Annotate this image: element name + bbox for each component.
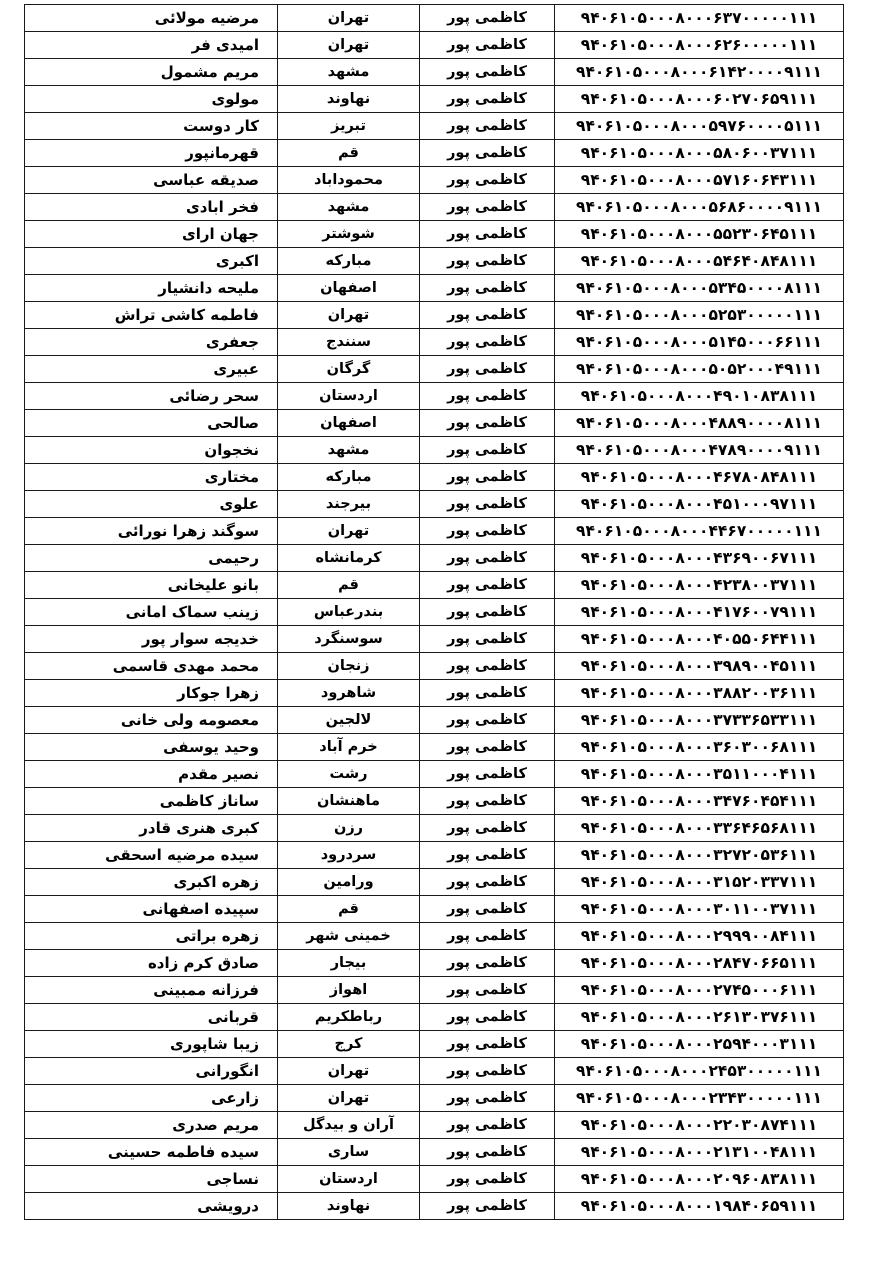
table-row: [25, 329, 844, 356]
family-cell: کاظمی پور: [420, 1112, 555, 1139]
table-row: [25, 491, 844, 518]
code-cell: ۹۴۰۶۱۰۵۰۰۰۸۰۰۰۴۱۷۶۰۰۷۹۱۱۱: [555, 599, 844, 626]
code-cell: ۹۴۰۶۱۰۵۰۰۰۸۰۰۰۴۲۳۸۰۰۳۷۱۱۱: [555, 572, 844, 599]
name-cell: معصومه ولی خانی: [25, 707, 278, 734]
family-cell: کاظمی پور: [420, 869, 555, 896]
name-cell: محمد مهدی قاسمی: [25, 653, 278, 680]
family-cell: کاظمی پور: [420, 248, 555, 275]
code-cell: ۹۴۰۶۱۰۵۰۰۰۸۰۰۰۶۳۷۰۰۰۰۰۱۱۱: [555, 5, 844, 32]
code-cell: ۹۴۰۶۱۰۵۰۰۰۸۰۰۰۴۶۷۸۰۸۴۸۱۱۱: [555, 464, 844, 491]
code-cell: ۹۴۰۶۱۰۵۰۰۰۸۰۰۰۳۳۶۴۶۵۶۸۱۱۱: [555, 815, 844, 842]
table-row: [25, 1193, 844, 1220]
table-row: [25, 653, 844, 680]
city-cell: اهواز: [278, 977, 420, 1004]
city-cell: نهاوند: [278, 1193, 420, 1220]
table-row: [25, 680, 844, 707]
name-cell: زینب سماک امانی: [25, 599, 278, 626]
city-cell: کرمانشاه: [278, 545, 420, 572]
name-cell: فخر ابادی: [25, 194, 278, 221]
family-cell: کاظمی پور: [420, 194, 555, 221]
table-row: [25, 977, 844, 1004]
family-cell: کاظمی پور: [420, 1139, 555, 1166]
table-row: [25, 923, 844, 950]
code-cell: ۹۴۰۶۱۰۵۰۰۰۸۰۰۰۴۸۸۹۰۰۰۰۸۱۱۱: [555, 410, 844, 437]
table-row: [25, 518, 844, 545]
table-row: [25, 437, 844, 464]
code-cell: ۹۴۰۶۱۰۵۰۰۰۸۰۰۰۵۰۵۲۰۰۰۴۹۱۱۱: [555, 356, 844, 383]
name-cell: کار دوست: [25, 113, 278, 140]
name-cell: جعفری: [25, 329, 278, 356]
family-cell: کاظمی پور: [420, 788, 555, 815]
family-cell: کاظمی پور: [420, 140, 555, 167]
table-row: [25, 140, 844, 167]
code-cell: ۹۴۰۶۱۰۵۰۰۰۸۰۰۰۴۴۶۷۰۰۰۰۰۱۱۱: [555, 518, 844, 545]
family-cell: کاظمی پور: [420, 1085, 555, 1112]
family-cell: کاظمی پور: [420, 626, 555, 653]
table-row: [25, 1112, 844, 1139]
name-cell: عبیری: [25, 356, 278, 383]
family-cell: کاظمی پور: [420, 221, 555, 248]
city-cell: تهران: [278, 1085, 420, 1112]
table-row: [25, 1031, 844, 1058]
name-cell: مولوی: [25, 86, 278, 113]
table-row: [25, 383, 844, 410]
city-cell: رباطکریم: [278, 1004, 420, 1031]
code-cell: ۹۴۰۶۱۰۵۰۰۰۸۰۰۰۲۱۳۱۰۰۴۸۱۱۱: [555, 1139, 844, 1166]
name-cell: اکبری: [25, 248, 278, 275]
code-cell: ۹۴۰۶۱۰۵۰۰۰۸۰۰۰۱۹۸۴۰۶۵۹۱۱۱: [555, 1193, 844, 1220]
name-cell: وحید یوسفی: [25, 734, 278, 761]
code-cell: ۹۴۰۶۱۰۵۰۰۰۸۰۰۰۲۳۴۳۰۰۰۰۰۱۱۱: [555, 1085, 844, 1112]
code-cell: ۹۴۰۶۱۰۵۰۰۰۸۰۰۰۲۹۹۹۰۰۸۴۱۱۱: [555, 923, 844, 950]
name-cell: بانو علیخانی: [25, 572, 278, 599]
code-cell: ۹۴۰۶۱۰۵۰۰۰۸۰۰۰۵۶۸۶۰۰۰۰۹۱۱۱: [555, 194, 844, 221]
family-cell: کاظمی پور: [420, 113, 555, 140]
name-cell: مریم صدری: [25, 1112, 278, 1139]
code-cell: ۹۴۰۶۱۰۵۰۰۰۸۰۰۰۵۸۰۶۰۰۳۷۱۱۱: [555, 140, 844, 167]
name-cell: خدیجه سوار پور: [25, 626, 278, 653]
table-row: [25, 248, 844, 275]
city-cell: اردستان: [278, 1166, 420, 1193]
name-cell: فاطمه کاشی تراش: [25, 302, 278, 329]
table-row: [25, 113, 844, 140]
name-cell: صدیقه عباسی: [25, 167, 278, 194]
name-cell: مریم مشمول: [25, 59, 278, 86]
city-cell: بیجار: [278, 950, 420, 977]
table-row: [25, 221, 844, 248]
name-cell: سحر رضائی: [25, 383, 278, 410]
table-row: [25, 626, 844, 653]
name-cell: زارعی: [25, 1085, 278, 1112]
table-row: [25, 86, 844, 113]
city-cell: شاهرود: [278, 680, 420, 707]
city-cell: قم: [278, 572, 420, 599]
family-cell: کاظمی پور: [420, 464, 555, 491]
table-row: [25, 5, 844, 32]
code-cell: ۹۴۰۶۱۰۵۰۰۰۸۰۰۰۲۵۹۴۰۰۰۳۱۱۱: [555, 1031, 844, 1058]
table-row: [25, 545, 844, 572]
name-cell: زهره براتی: [25, 923, 278, 950]
city-cell: تهران: [278, 518, 420, 545]
name-cell: انگورانی: [25, 1058, 278, 1085]
table-row: [25, 572, 844, 599]
family-cell: کاظمی پور: [420, 707, 555, 734]
table-row: [25, 761, 844, 788]
name-cell: زهرا جوکار: [25, 680, 278, 707]
family-cell: کاظمی پور: [420, 518, 555, 545]
table-row: [25, 194, 844, 221]
city-cell: تهران: [278, 5, 420, 32]
code-cell: ۹۴۰۶۱۰۵۰۰۰۸۰۰۰۴۹۰۱۰۸۳۸۱۱۱: [555, 383, 844, 410]
name-cell: درویشی: [25, 1193, 278, 1220]
city-cell: خرم آباد: [278, 734, 420, 761]
code-cell: ۹۴۰۶۱۰۵۰۰۰۸۰۰۰۳۵۱۱۰۰۰۴۱۱۱: [555, 761, 844, 788]
name-cell: مرضیه مولائی: [25, 5, 278, 32]
city-cell: قم: [278, 140, 420, 167]
name-cell: نصیر مقدم: [25, 761, 278, 788]
family-cell: کاظمی پور: [420, 437, 555, 464]
code-cell: ۹۴۰۶۱۰۵۰۰۰۸۰۰۰۵۷۱۶۰۶۴۳۱۱۱: [555, 167, 844, 194]
family-cell: کاظمی پور: [420, 1031, 555, 1058]
family-cell: کاظمی پور: [420, 383, 555, 410]
family-cell: کاظمی پور: [420, 86, 555, 113]
city-cell: مشهد: [278, 59, 420, 86]
code-cell: ۹۴۰۶۱۰۵۰۰۰۸۰۰۰۵۳۴۵۰۰۰۰۸۱۱۱: [555, 275, 844, 302]
code-cell: ۹۴۰۶۱۰۵۰۰۰۸۰۰۰۴۷۸۹۰۰۰۰۹۱۱۱: [555, 437, 844, 464]
table-row: [25, 356, 844, 383]
city-cell: سنندج: [278, 329, 420, 356]
city-cell: بیرجند: [278, 491, 420, 518]
family-cell: کاظمی پور: [420, 329, 555, 356]
code-cell: ۹۴۰۶۱۰۵۰۰۰۸۰۰۰۲۴۵۳۰۰۰۰۰۱۱۱: [555, 1058, 844, 1085]
family-cell: کاظمی پور: [420, 491, 555, 518]
code-cell: ۹۴۰۶۱۰۵۰۰۰۸۰۰۰۳۸۸۲۰۰۳۶۱۱۱: [555, 680, 844, 707]
family-cell: کاظمی پور: [420, 761, 555, 788]
family-cell: کاظمی پور: [420, 32, 555, 59]
name-cell: نساجی: [25, 1166, 278, 1193]
code-cell: ۹۴۰۶۱۰۵۰۰۰۸۰۰۰۳۱۵۲۰۳۳۷۱۱۱: [555, 869, 844, 896]
city-cell: سردرود: [278, 842, 420, 869]
city-cell: مشهد: [278, 437, 420, 464]
city-cell: قم: [278, 896, 420, 923]
name-cell: فرزانه ممبینی: [25, 977, 278, 1004]
city-cell: مشهد: [278, 194, 420, 221]
code-cell: ۹۴۰۶۱۰۵۰۰۰۸۰۰۰۳۲۷۲۰۵۳۶۱۱۱: [555, 842, 844, 869]
city-cell: تهران: [278, 32, 420, 59]
table-row: [25, 869, 844, 896]
family-cell: کاظمی پور: [420, 545, 555, 572]
city-cell: اردستان: [278, 383, 420, 410]
table-row: [25, 464, 844, 491]
code-cell: ۹۴۰۶۱۰۵۰۰۰۸۰۰۰۵۴۶۴۰۸۴۸۱۱۱: [555, 248, 844, 275]
table-row: [25, 32, 844, 59]
code-cell: ۹۴۰۶۱۰۵۰۰۰۸۰۰۰۲۰۹۶۰۸۳۸۱۱۱: [555, 1166, 844, 1193]
code-cell: ۹۴۰۶۱۰۵۰۰۰۸۰۰۰۵۹۷۶۰۰۰۰۵۱۱۱: [555, 113, 844, 140]
family-cell: کاظمی پور: [420, 1166, 555, 1193]
code-cell: ۹۴۰۶۱۰۵۰۰۰۸۰۰۰۳۴۷۶۰۴۵۴۱۱۱: [555, 788, 844, 815]
city-cell: سوسنگرد: [278, 626, 420, 653]
table-row: [25, 734, 844, 761]
code-cell: ۹۴۰۶۱۰۵۰۰۰۸۰۰۰۶۰۲۷۰۶۵۹۱۱۱: [555, 86, 844, 113]
city-cell: بندرعباس: [278, 599, 420, 626]
family-cell: کاظمی پور: [420, 599, 555, 626]
table-row: [25, 1139, 844, 1166]
table-row: [25, 842, 844, 869]
family-cell: کاظمی پور: [420, 302, 555, 329]
city-cell: مبارکه: [278, 248, 420, 275]
family-cell: کاظمی پور: [420, 572, 555, 599]
code-cell: ۹۴۰۶۱۰۵۰۰۰۸۰۰۰۳۷۳۳۶۵۳۳۱۱۱: [555, 707, 844, 734]
name-cell: سپیده اصفهانی: [25, 896, 278, 923]
city-cell: آران و بیدگل: [278, 1112, 420, 1139]
city-cell: نهاوند: [278, 86, 420, 113]
code-cell: ۹۴۰۶۱۰۵۰۰۰۸۰۰۰۲۲۰۳۰۸۷۴۱۱۱: [555, 1112, 844, 1139]
code-cell: ۹۴۰۶۱۰۵۰۰۰۸۰۰۰۴۰۵۵۰۶۴۴۱۱۱: [555, 626, 844, 653]
city-cell: ماهنشان: [278, 788, 420, 815]
city-cell: کرج: [278, 1031, 420, 1058]
city-cell: گرگان: [278, 356, 420, 383]
family-cell: کاظمی پور: [420, 275, 555, 302]
code-cell: ۹۴۰۶۱۰۵۰۰۰۸۰۰۰۲۸۴۷۰۶۶۵۱۱۱: [555, 950, 844, 977]
table-row: [25, 410, 844, 437]
table-row: [25, 1004, 844, 1031]
family-cell: کاظمی پور: [420, 815, 555, 842]
city-cell: خمینی شهر: [278, 923, 420, 950]
table-row: [25, 1085, 844, 1112]
city-cell: زنجان: [278, 653, 420, 680]
code-cell: ۹۴۰۶۱۰۵۰۰۰۸۰۰۰۴۳۶۹۰۰۶۷۱۱۱: [555, 545, 844, 572]
table-row: [25, 1166, 844, 1193]
name-cell: صالحی: [25, 410, 278, 437]
city-cell: رزن: [278, 815, 420, 842]
family-cell: کاظمی پور: [420, 59, 555, 86]
family-cell: کاظمی پور: [420, 5, 555, 32]
city-cell: ورامین: [278, 869, 420, 896]
city-cell: اصفهان: [278, 275, 420, 302]
name-cell: سیده فاطمه حسینی: [25, 1139, 278, 1166]
name-cell: امیدی فر: [25, 32, 278, 59]
name-cell: سوگند زهرا نورائی: [25, 518, 278, 545]
name-cell: رحیمی: [25, 545, 278, 572]
code-cell: ۹۴۰۶۱۰۵۰۰۰۸۰۰۰۳۰۱۱۰۰۳۷۱۱۱: [555, 896, 844, 923]
city-cell: اصفهان: [278, 410, 420, 437]
city-cell: تبریز: [278, 113, 420, 140]
table-row: [25, 950, 844, 977]
code-cell: ۹۴۰۶۱۰۵۰۰۰۸۰۰۰۲۷۴۵۰۰۰۶۱۱۱: [555, 977, 844, 1004]
name-cell: صادق کرم زاده: [25, 950, 278, 977]
family-cell: کاظمی پور: [420, 410, 555, 437]
table-row: [25, 599, 844, 626]
code-cell: ۹۴۰۶۱۰۵۰۰۰۸۰۰۰۵۵۲۳۰۶۴۵۱۱۱: [555, 221, 844, 248]
name-cell: ملیحه دانشیار: [25, 275, 278, 302]
name-cell: نخجوان: [25, 437, 278, 464]
family-cell: کاظمی پور: [420, 950, 555, 977]
city-cell: محموداباد: [278, 167, 420, 194]
code-cell: ۹۴۰۶۱۰۵۰۰۰۸۰۰۰۲۶۱۳۰۳۷۶۱۱۱: [555, 1004, 844, 1031]
records-table: [24, 4, 844, 1220]
family-cell: کاظمی پور: [420, 1004, 555, 1031]
name-cell: ساناز کاظمی: [25, 788, 278, 815]
name-cell: جهان ارای: [25, 221, 278, 248]
name-cell: زهره اکبری: [25, 869, 278, 896]
table-row: [25, 896, 844, 923]
family-cell: کاظمی پور: [420, 977, 555, 1004]
table-row: [25, 815, 844, 842]
name-cell: علوی: [25, 491, 278, 518]
name-cell: زیبا شاپوری: [25, 1031, 278, 1058]
name-cell: سیده مرضیه اسحقی: [25, 842, 278, 869]
city-cell: تهران: [278, 1058, 420, 1085]
table-row: [25, 167, 844, 194]
city-cell: لالجین: [278, 707, 420, 734]
code-cell: ۹۴۰۶۱۰۵۰۰۰۸۰۰۰۵۱۴۵۰۰۰۶۶۱۱۱: [555, 329, 844, 356]
table-row: [25, 707, 844, 734]
family-cell: کاظمی پور: [420, 1193, 555, 1220]
family-cell: کاظمی پور: [420, 356, 555, 383]
code-cell: ۹۴۰۶۱۰۵۰۰۰۸۰۰۰۶۱۴۲۰۰۰۰۹۱۱۱: [555, 59, 844, 86]
table-row: [25, 788, 844, 815]
code-cell: ۹۴۰۶۱۰۵۰۰۰۸۰۰۰۳۶۰۳۰۰۶۸۱۱۱: [555, 734, 844, 761]
city-cell: مبارکه: [278, 464, 420, 491]
city-cell: تهران: [278, 302, 420, 329]
code-cell: ۹۴۰۶۱۰۵۰۰۰۸۰۰۰۳۹۸۹۰۰۴۵۱۱۱: [555, 653, 844, 680]
name-cell: کبری هنری قادر: [25, 815, 278, 842]
records-table-body: [25, 5, 844, 1220]
family-cell: کاظمی پور: [420, 896, 555, 923]
family-cell: کاظمی پور: [420, 923, 555, 950]
table-row: [25, 275, 844, 302]
name-cell: قهرمانپور: [25, 140, 278, 167]
table-row: [25, 59, 844, 86]
family-cell: کاظمی پور: [420, 167, 555, 194]
family-cell: کاظمی پور: [420, 653, 555, 680]
family-cell: کاظمی پور: [420, 1058, 555, 1085]
family-cell: کاظمی پور: [420, 842, 555, 869]
name-cell: قربانی: [25, 1004, 278, 1031]
code-cell: ۹۴۰۶۱۰۵۰۰۰۸۰۰۰۴۵۱۰۰۰۹۷۱۱۱: [555, 491, 844, 518]
table-row: [25, 1058, 844, 1085]
name-cell: مختاری: [25, 464, 278, 491]
city-cell: رشت: [278, 761, 420, 788]
table-row: [25, 302, 844, 329]
city-cell: ساری: [278, 1139, 420, 1166]
family-cell: کاظمی پور: [420, 734, 555, 761]
code-cell: ۹۴۰۶۱۰۵۰۰۰۸۰۰۰۵۲۵۳۰۰۰۰۰۱۱۱: [555, 302, 844, 329]
city-cell: شوشتر: [278, 221, 420, 248]
code-cell: ۹۴۰۶۱۰۵۰۰۰۸۰۰۰۶۲۶۰۰۰۰۰۱۱۱: [555, 32, 844, 59]
family-cell: کاظمی پور: [420, 680, 555, 707]
